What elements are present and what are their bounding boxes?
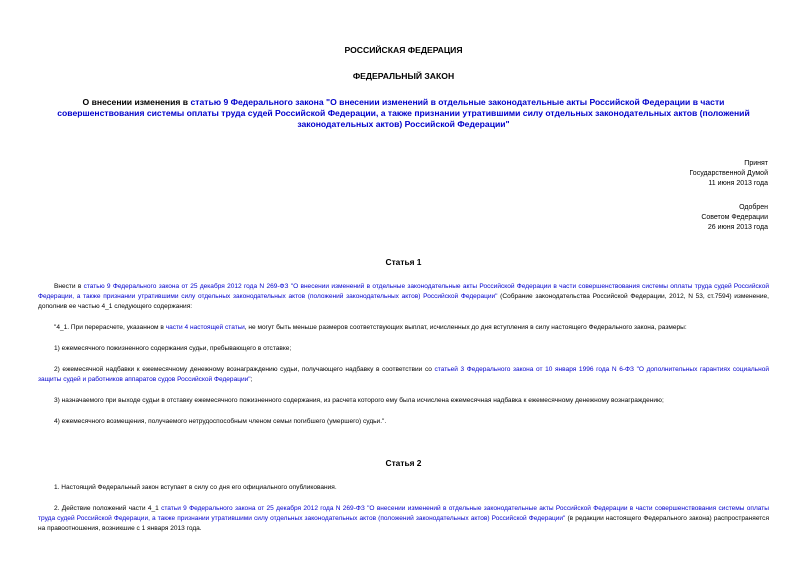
adoption-duma-date: 11 июня 2013 года <box>708 180 768 187</box>
country-heading: РОССИЙСКАЯ ФЕДЕРАЦИЯ <box>344 45 463 55</box>
adoption-council-block <box>38 203 769 233</box>
adoption-duma-body: Государственной Думой <box>689 170 768 177</box>
a1i2-law-link[interactable]: статьей 3 Федерального закона от 10 января 1996 года N 6-ФЗ "О дополнительных гарантиях социальной защиты судей и работников аппаратов судов Российской Федерации" <box>38 366 769 383</box>
law-type-heading: ФЕДЕРАЛЬНЫЙ ЗАКОН <box>352 71 455 81</box>
article-1-item-1: 1) ежемесячного пожизненного содержания судьи, пребывающего в отставке; <box>54 345 292 352</box>
a1p2-suffix: , не могут быть меньше размеров соответствующих выплат, исчисленных до дня вступления в силу настоящего Федерального закона, размеры: <box>244 324 687 331</box>
article-1-title: Статья 1 <box>385 257 422 267</box>
article-2-paragraph-2 <box>38 504 769 534</box>
article-1-item-4: 4) ежемесячного возмещения, получаемого нетрудоспособным членом семьи погибшего (умершего) судьи.". <box>54 418 387 425</box>
a1p1-law-link[interactable]: статью 9 Федерального закона от 25 декабря 2012 года N 269-ФЗ "О внесении изменений в отдельные законодательные акты Российской Федерации в части совершенствования системы оплаты труда судей Российской Федерации, а также признании утратившими силу отдельных законодательных актов (положений законодательных актов) Российской Федерации" <box>38 283 769 300</box>
a1p1-suffix: (Собрание законодательства Российской Федерации, 2012, N 53, ст.7594) изменение, дополнив ее частью 4_1 следующего содержания: <box>38 293 769 310</box>
adoption-council-label: Одобрен <box>739 204 768 211</box>
adoption-duma-label: Принят <box>744 160 768 167</box>
article-1-paragraph-2 <box>38 323 769 333</box>
law-title-prefix: О внесении изменения в <box>82 97 191 107</box>
article-1-item-3: 3) назначаемого при выходе судьи в отставку ежемесячного пожизненного содержания, из расчета которого ему была исчислена ежемесячная надбавка к ежемесячному денежному вознаграждению; <box>54 397 664 404</box>
adoption-duma-block <box>38 159 769 189</box>
a1p2-part-link[interactable]: части 4 настоящей статьи <box>165 324 245 331</box>
a1p1-prefix: Внести в <box>54 283 84 290</box>
law-title <box>38 97 769 130</box>
a1p2-prefix: "4_1. При перерасчете, указанном в <box>54 324 166 331</box>
article-2-title: Статья 2 <box>385 458 422 468</box>
a1i2-suffix: ; <box>250 376 253 383</box>
a2p2-suffix: (в редакции настоящего Федерального закона) распространяется на правоотношения, возникшие с 1 января 2013 года. <box>38 515 770 532</box>
article-1-item-2 <box>38 365 769 385</box>
adoption-council-date: 26 июня 2013 года <box>707 224 768 231</box>
a2p2-law-link[interactable]: статьи 9 Федерального закона от 25 декабря 2012 года N 269-ФЗ "О внесении изменений в отдельные законодательные акты Российской Федерации в части совершенствования системы оплаты труда судей Российской Федерации, а также признании утратившими силу отдельных законодательных актов (положений законодательных актов) Российской Федерации" <box>38 505 770 522</box>
a2p2-prefix: 2. Действие положений части 4_1 <box>54 505 162 512</box>
article-2-paragraph-1: 1. Настоящий Федеральный закон вступает в силу со дня его официального опубликования. <box>54 484 337 491</box>
adoption-council-body: Советом Федерации <box>701 214 768 221</box>
a1i2-prefix: 2) ежемесячной надбавки к ежемесячному денежному вознаграждению судьи, получающего надбавку в соответствии со <box>54 366 435 373</box>
article-1-paragraph-1 <box>38 282 769 312</box>
law-title-link[interactable]: статью 9 Федерального закона "О внесении изменений в отдельные законодательные акты Российской Федерации в части совершенствования системы оплаты труда судей Российской Федерации, а также признании утратившими силу отдельных законодательных актов (положений законодательных актов) Российской Федерации" <box>57 97 750 129</box>
